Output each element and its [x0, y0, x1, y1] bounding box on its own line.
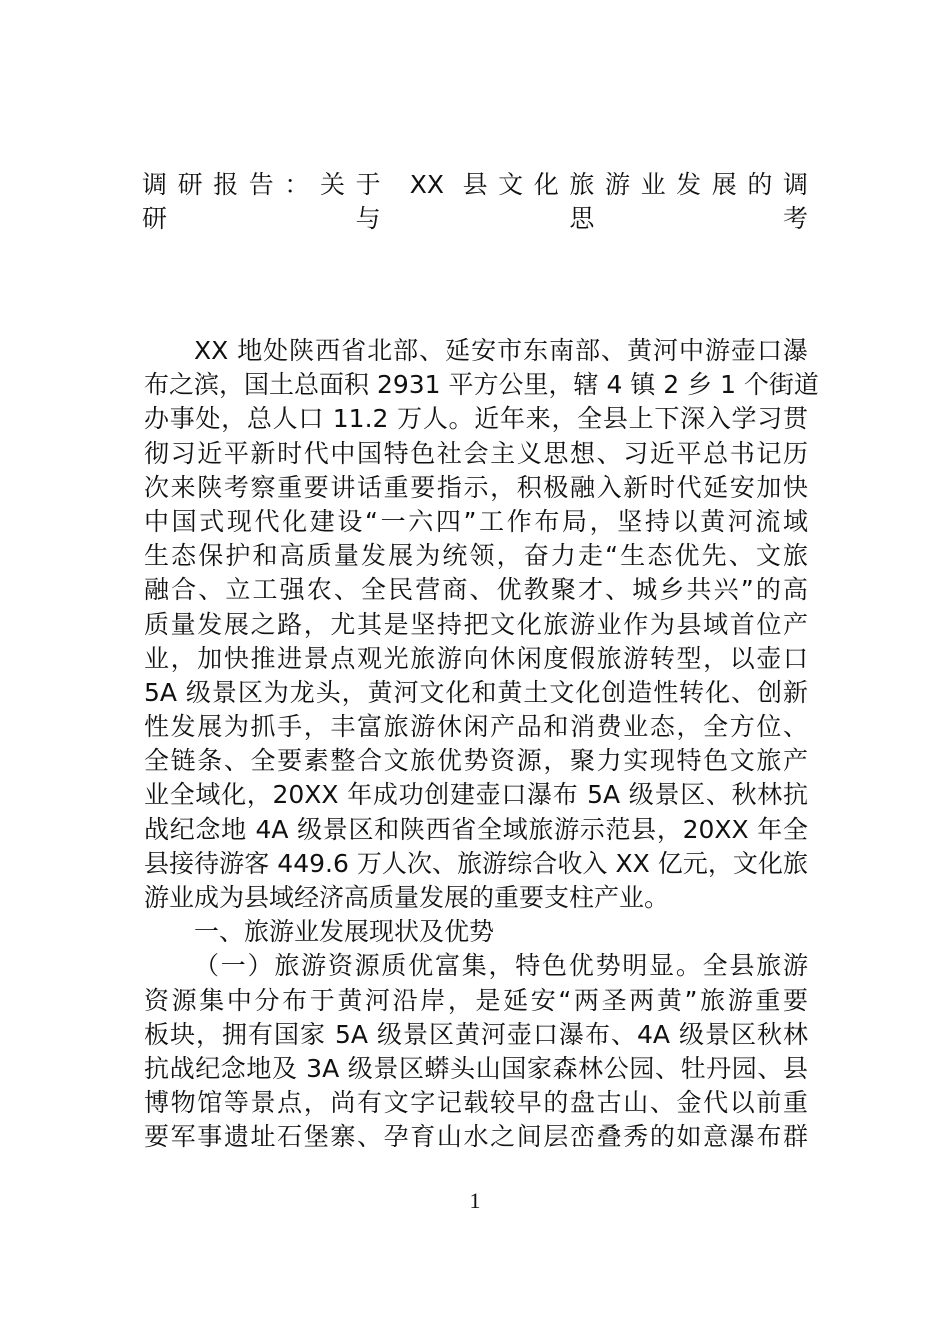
text-line: 布之滨，国土总面积 2931 平方公里，辖 4 镇 2 乡 1 个街道: [144, 370, 819, 400]
text-line: 抗战纪念地及 3A 级景区蟒头山国家森林公园、牡丹园、县: [144, 1053, 808, 1083]
paragraph-resources: [144, 949, 808, 1154]
text-line: 生态保护和高质量发展为统领，奋力走“生态优先、文旅: [144, 541, 808, 571]
page-number: 1: [469, 1188, 481, 1213]
text-line: 要军事遗址石堡寨、孕育山水之间层峦叠秀的如意瀑布群: [144, 1122, 808, 1152]
document-body: [144, 334, 819, 1155]
text-line: 博物馆等景点，尚有文字记载较早的盘古山、金代以前重: [144, 1088, 808, 1118]
text-line: 办事处，总人口 11.2 万人。近年来，全县上下深入学习贯: [144, 404, 808, 434]
text-line: 战纪念地 4A 级景区和陕西省全域旅游示范县，20XX 年全: [144, 814, 808, 844]
text-line: 中国式现代化建设“一六四”工作布局，坚持以黄河流域: [144, 506, 808, 536]
text-line: 次来陕考察重要讲话重要指示，积极融入新时代延安加快: [144, 472, 808, 502]
section-heading: 一、旅游业发展现状及优势: [194, 917, 495, 947]
text-line: 彻习近平新时代中国特色社会主义思想、习近平总书记历: [144, 438, 808, 468]
text-line: 全链条、全要素整合文旅优势资源，聚力实现特色文旅产: [144, 746, 808, 776]
text-line: 性发展为抓手，丰富旅游休闲产品和消费业态，全方位、: [144, 712, 808, 742]
text-line: 板块，拥有国家 5A 级景区黄河壶口瀑布、4A 级景区秋林: [144, 1019, 808, 1049]
text-line: （一）旅游资源质优富集，特色优势明显。全县旅游: [194, 951, 808, 981]
text-line: 游业成为县域经济高质量发展的重要支柱产业。: [144, 883, 670, 912]
text-line: 县接待游客 449.6 万人次、旅游综合收入 XX 亿元，文化旅: [144, 848, 808, 878]
text-line: 资源集中分布于黄河沿岸，是延安“两圣两黄”旅游重要: [144, 985, 808, 1015]
text-line: XX 地处陕西省北部、延安市东南部、黄河中游壶口瀑: [194, 336, 808, 365]
text-line: 质量发展之路，尤其是坚持把文化旅游业作为县域首位产: [144, 609, 808, 639]
paragraph-intro: [144, 334, 819, 915]
text-line: 业，加快推进景点观光旅游向休闲度假旅游转型，以壶口: [144, 643, 808, 673]
title-line: 研与思考: [142, 204, 808, 234]
title-line: 调研报告：关于 XX 县文化旅游业发展的调: [142, 170, 808, 199]
document-title: [142, 168, 808, 236]
text-line: 业全域化，20XX 年成功创建壶口瀑布 5A 级景区、秋林抗: [144, 780, 808, 810]
text-line: 融合、立工强农、全民营商、优教聚才、城乡共兴”的高: [144, 575, 808, 605]
text-line: 5A 级景区为龙头，黄河文化和黄土文化创造性转化、创新: [144, 677, 808, 707]
